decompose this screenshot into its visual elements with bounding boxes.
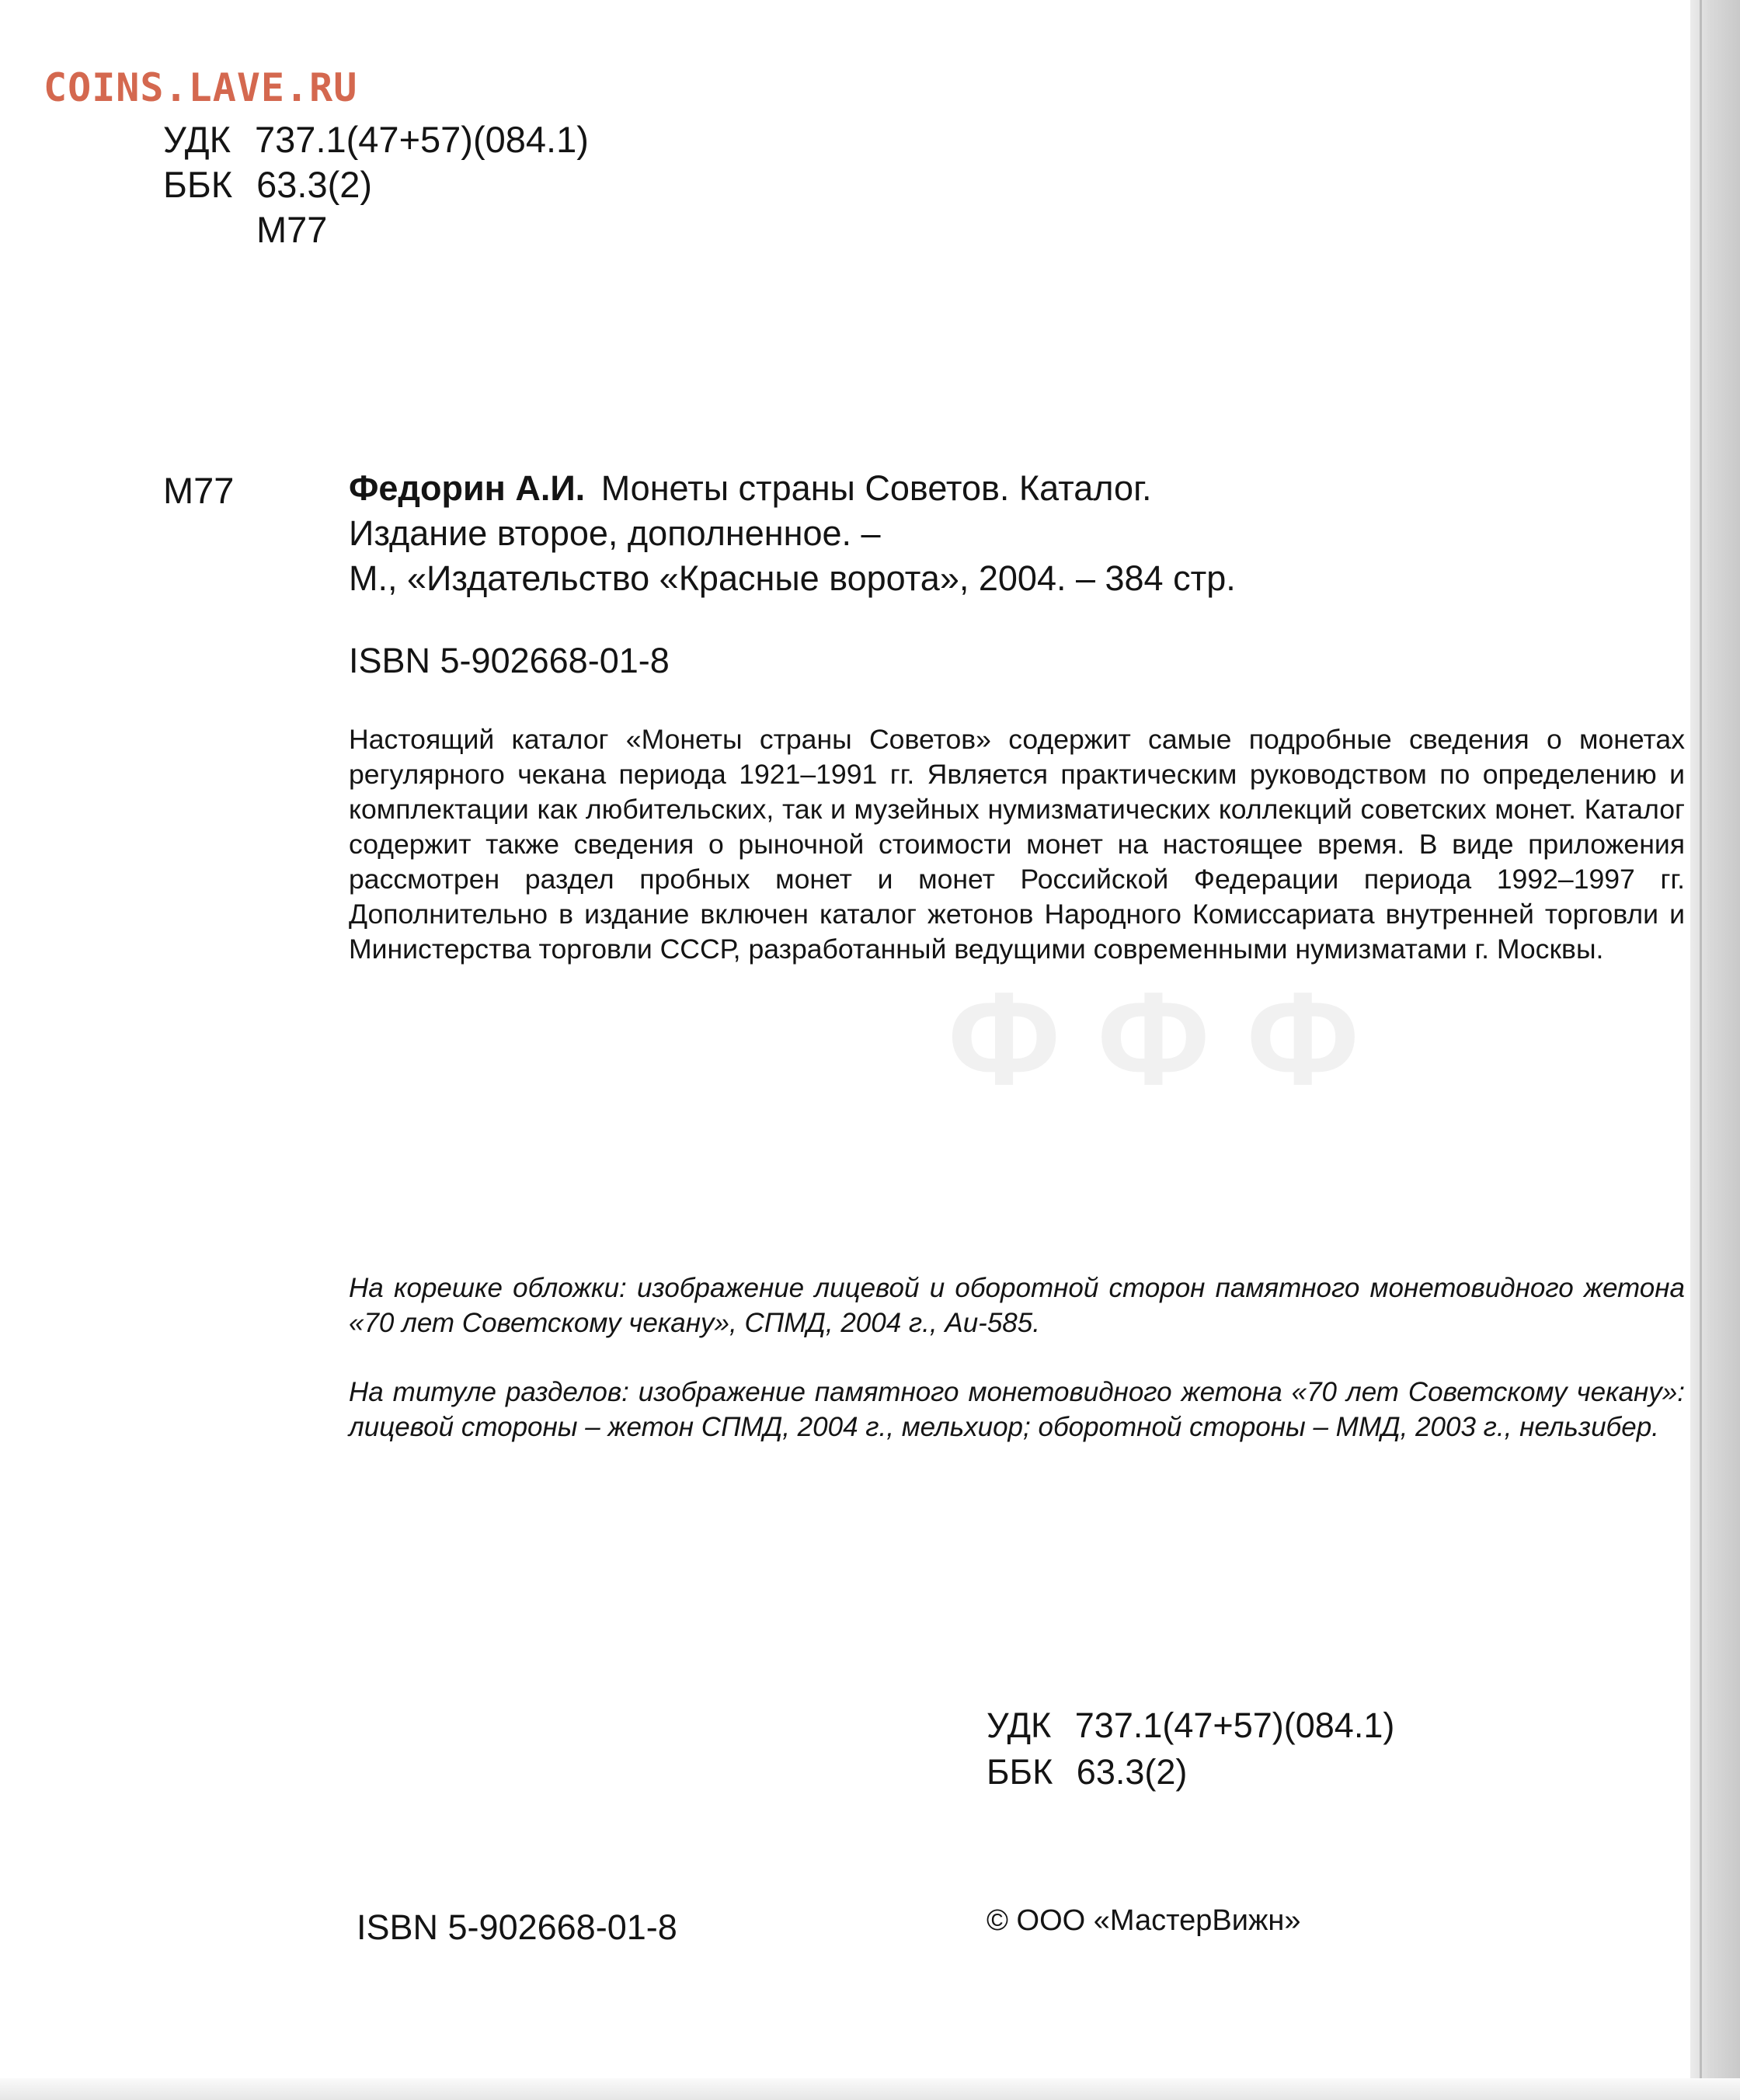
author-mark-top: М77: [256, 209, 328, 250]
udk-value: 737.1(47+57)(084.1): [255, 119, 589, 160]
entry-imprint: М., «Издательство «Красные ворота», 2004. – 384 стр.: [349, 558, 1236, 598]
entry-edition: Издание второе, дополненное. –: [349, 513, 881, 553]
show-through-ghost: Ф Ф Ф: [948, 965, 1359, 1113]
udk-line-top: [163, 116, 589, 163]
bbk-value: 63.3(2): [256, 164, 373, 205]
page-edge-line: [1700, 0, 1702, 2100]
section-titles-note: На титуле разделов: изображение памятного монетовидного жетона «70 лет Советскому чекану»: лицевой стороны – жетон СПМД, 2004 г., мельхиор; оборотной стороны – ММД, 2003 г., нельзибер.: [349, 1377, 1685, 1442]
entry-isbn: ISBN 5-902668-01-8: [349, 641, 670, 680]
entry-title: Монеты страны Советов. Каталог.: [600, 468, 1152, 508]
bbk-value-bottom: 63.3(2): [1076, 1752, 1188, 1792]
bbk-label: ББК: [163, 164, 233, 205]
udk-label: УДК: [163, 119, 231, 160]
copyright-line: © ООО «МастерВижн»: [987, 1904, 1301, 1937]
spine-note: На корешке обложки: изображение лицевой и оборотной сторон памятного монетовидного жетона «70 лет Советскому чекану», СПМД, 2004 г., Au-585.: [349, 1273, 1685, 1338]
site-watermark: COINS.LAVE.RU: [44, 65, 358, 110]
udk-value-bottom: 737.1(47+57)(084.1): [1074, 1705, 1395, 1745]
page-edge-shadow: [1690, 0, 1740, 2100]
bbk-line-top: [163, 162, 372, 208]
bbk-label-bottom: ББК: [987, 1752, 1053, 1792]
udk-label-bottom: УДК: [987, 1705, 1052, 1745]
annotation-paragraph: Настоящий каталог «Монеты страны Советов» содержит самые подробные сведения о монетах регулярного чекана периода 1921–1991 гг. Является практическим руководством по определению и комплектации как любительских, так и музейных нумизматических коллекций советских монет. Каталог содержит также сведения о рыночной стоимости монет на настоящее время. В виде приложения рассмотрен раздел пробных монет и монет Российской Федерации периода 1992–1997 гг. Дополнительно в издание включен каталог жетонов Народного Комиссариата внутренней торговли и Министерства торговли СССР, разработанный ведущими современными нумизматами г. Москвы.: [349, 724, 1685, 965]
entry-title-line: [349, 466, 1152, 511]
isbn-bottom: ISBN 5-902668-01-8: [357, 1907, 677, 1947]
bbk-line-bottom: [987, 1749, 1187, 1796]
udk-line-bottom: [987, 1702, 1394, 1749]
entry-mark: М77: [163, 470, 235, 511]
entry-author: Федорин А.И.: [349, 468, 586, 508]
page-bottom-shadow: [0, 2078, 1740, 2100]
